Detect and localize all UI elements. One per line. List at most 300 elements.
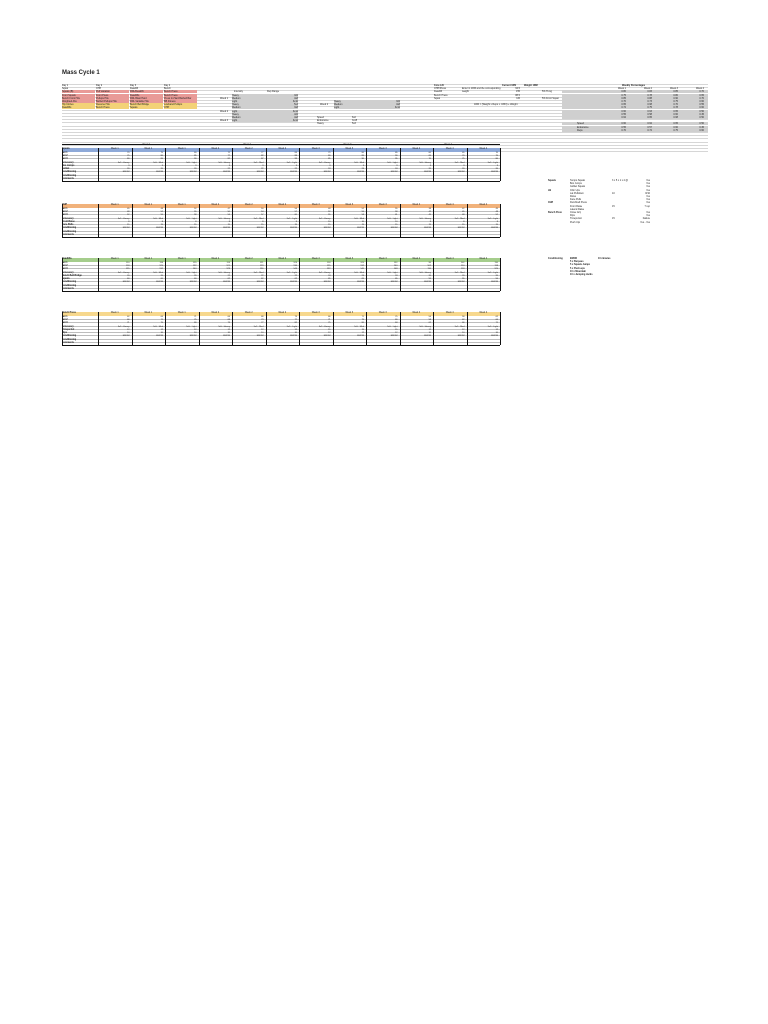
cell-value: 15 (328, 224, 331, 227)
cell-value: 55 (194, 210, 197, 213)
cell-value: 5x5 - Light (487, 217, 498, 220)
percent-value: 0.80 (621, 90, 626, 94)
cell-value: 12 (160, 328, 163, 331)
cell-value: 62 (127, 315, 130, 318)
week-column-header: Week 1 (144, 312, 153, 314)
cell-value: EMOM (122, 281, 130, 284)
plan-cell: Reverse Hits (96, 103, 129, 106)
week-column-header: Week 4 (479, 148, 488, 150)
cell-value: 10 (294, 332, 297, 335)
row-label: Set 3 (62, 322, 68, 325)
cell-value: 66 (328, 315, 331, 318)
cell-value: 12 (462, 328, 465, 331)
cell-value: 50 (227, 210, 230, 213)
week-column-header: Week 1 (144, 258, 153, 260)
cell-value: 95 (395, 158, 398, 161)
accessory-flag: Yes (646, 185, 650, 189)
cell-value: EMOM (156, 281, 163, 284)
column-divider (266, 148, 267, 181)
percent-value: 0.60 (699, 106, 704, 110)
cell-value: 5x5 - Heavy (419, 161, 431, 164)
cell-value: 5x5 - Light (387, 161, 398, 164)
percent-value: 0.58 (647, 112, 652, 116)
column-divider (500, 204, 501, 237)
lift-name: Squat (434, 96, 441, 100)
cell-value: 52 (194, 207, 197, 210)
cell-value: 48 (495, 210, 498, 213)
column-divider (199, 204, 200, 237)
column-divider (132, 148, 133, 181)
accessory-item: Lateral Raise (570, 207, 585, 211)
cell-value: 62 (462, 318, 465, 321)
cell-value: 8 (161, 220, 163, 223)
lift-1rm: 155 (516, 90, 520, 94)
plan-cell: Barbell Pullups Hits (96, 100, 129, 103)
cell-value: 58 (361, 214, 364, 217)
extra-rep: 6x2 (352, 116, 356, 119)
cell-value: 62 (495, 315, 498, 318)
cell-value: 73 (294, 315, 297, 318)
accessory-flag: 8/10 (645, 191, 650, 195)
cell-value: 132 (159, 268, 163, 271)
cell-value: EMOM (357, 227, 364, 230)
week-column-header: Week 3 (378, 258, 387, 260)
percent-value: 0.75 (647, 106, 652, 110)
plan-cell: OHP (164, 106, 197, 109)
week-column-header: Week 4 (445, 312, 454, 314)
plan-cell: BB Fitness (164, 100, 197, 103)
cell-value: 77 (227, 154, 230, 157)
cell-value: 24 (361, 168, 364, 171)
day-focus: Bench (164, 87, 171, 91)
extra-rep: 5x3 (352, 122, 356, 126)
cell-value: 20 (462, 274, 465, 277)
percent-value: 0.70 (699, 96, 704, 100)
cell-value: 80 (328, 154, 331, 157)
intensity-header: Intensity (234, 90, 243, 94)
accessory-flag: Yes (646, 188, 650, 192)
plan-cell: RDL/Deadlift (130, 90, 163, 93)
cell-value: 5x5 - Heavy (318, 217, 331, 220)
percent-value: 0.65 (699, 93, 704, 97)
cell-value: 15 (328, 328, 331, 331)
row-label: Comments (62, 342, 74, 344)
column-divider (165, 148, 166, 181)
cell-value: 75 (160, 322, 163, 325)
side-intensity: Medium (334, 103, 368, 106)
week-column-header: Week 3 (311, 148, 320, 150)
cell-value: 5x5 - Heavy (117, 271, 130, 274)
percent-extra-name: Reps (577, 128, 583, 132)
lift-name: Bench Press (434, 93, 448, 97)
cell-value: EMOM (256, 335, 264, 338)
row-line (62, 285, 500, 286)
cell-value: EMOM (189, 335, 197, 338)
percent-extra-value: 0.75 (673, 128, 678, 132)
plan-cell: Bench Press (164, 90, 197, 93)
column-divider (500, 148, 501, 181)
conditioning-item: 5 x Squats Jumps (570, 263, 591, 267)
cell-value: 12 (428, 328, 431, 331)
column-divider (62, 148, 63, 181)
cell-value: 15 (495, 224, 498, 227)
cell-value: 47 (227, 207, 230, 210)
cell-value: 10 (127, 332, 130, 335)
cell-value: 82 (261, 154, 264, 157)
cell-value: 90 (395, 154, 398, 157)
cell-value: 58 (395, 210, 398, 213)
cell-value: 5x5 - Med (153, 325, 163, 328)
cell-value: 20 (127, 274, 130, 277)
column-divider (400, 204, 401, 237)
cell-value: EMOM (491, 171, 498, 174)
cell-value: 12 (127, 328, 130, 331)
week-column-header: Week 2 (278, 258, 287, 260)
one-rm-side-note: 5% Tk kg (542, 90, 552, 94)
row-label: Comments (62, 288, 74, 290)
row-label: Set 2 (62, 318, 68, 321)
cell-value: 15 (194, 224, 197, 227)
cell-value: 45 (127, 207, 130, 210)
column-divider (199, 258, 200, 291)
spreadsheet-page (62, 62, 708, 372)
cell-value: 110 (126, 261, 130, 264)
cell-value: 5x5 - Light (186, 161, 197, 164)
plan-cell: Front Squats (62, 94, 95, 97)
cell-value: 52 (328, 210, 331, 213)
week-column-header: Week 3 (311, 204, 320, 206)
cell-value: 3 (329, 164, 331, 167)
column-divider (366, 204, 367, 237)
plan-cell: Squats (B) (62, 90, 95, 93)
cell-value: 70 (462, 154, 465, 157)
row-label: Conditioning (62, 284, 77, 287)
intensity-cell: Medium (232, 116, 266, 119)
cell-value: 48 (462, 214, 465, 217)
cell-value: 10 (227, 332, 230, 335)
cell-value: 110 (494, 261, 498, 264)
week-column-header: Week 4 (445, 148, 454, 150)
percent-value: 0.60 (621, 109, 626, 113)
row-label: Set 2 (62, 154, 68, 157)
cell-value: 129 (293, 261, 297, 264)
intensity-cell: Medium (232, 106, 266, 109)
cell-value: EMOM (424, 171, 431, 174)
cell-value: 118 (327, 261, 331, 264)
cell-value: 118 (494, 264, 498, 267)
extra-intensity: Endurance (317, 119, 329, 123)
accessory-item: Triceps Ext (570, 217, 582, 221)
percent-extra-value: 0.62 (647, 122, 652, 126)
cell-value: 5x5 - Med (454, 325, 465, 328)
cell-value: EMOM (189, 281, 197, 284)
plan-cell: Press In-Hard Barbell Bar (164, 97, 197, 100)
cell-value: EMOM (491, 335, 498, 338)
cell-value: 3 (128, 164, 130, 167)
cell-value: 5x5 - Light (487, 271, 498, 274)
plan-cell: Weighted Abs (62, 100, 95, 103)
cell-value: 66 (462, 322, 465, 325)
cell-value: 5x5 - Med (153, 161, 163, 164)
cell-value: 65 (428, 154, 431, 157)
cell-value: 82 (227, 158, 230, 161)
row-label: Comments (62, 178, 74, 180)
plan-cell: Bench Press (164, 94, 197, 97)
cell-value: 58 (194, 214, 197, 217)
cell-value: 3 (396, 164, 398, 167)
cell-value: 90 (194, 158, 197, 161)
rep-cell: 4x8 (266, 116, 298, 119)
intensity-cell: Medium (232, 97, 266, 100)
cell-value: 12 (227, 328, 230, 331)
week-column-header: Week 2 (211, 312, 220, 314)
cell-value: 5x5 - Heavy (218, 217, 230, 220)
cell-value: EMOM (256, 171, 264, 174)
cell-value: 62 (428, 322, 431, 325)
cell-value: 85 (194, 154, 197, 157)
cell-value: 5x5 - Heavy (117, 161, 130, 164)
plan-cell: Deadlifts (62, 106, 95, 109)
cell-value: 15 (294, 224, 297, 227)
cell-value: 84 (395, 322, 398, 325)
cell-value: 5x5 - Heavy (218, 325, 230, 328)
percent-value: 0.60 (673, 112, 678, 116)
cell-value: 125 (125, 268, 130, 271)
week-column-header: Week 1 (177, 258, 186, 260)
day-label: Day 3 (130, 84, 137, 87)
weight-1rm-header: Weight 1RM (524, 84, 538, 87)
accessory-item: Face Pulls (570, 198, 582, 202)
rep-cell: 3x12 (266, 119, 298, 122)
cell-value: 75 (328, 322, 331, 325)
cell-value: EMOM (323, 227, 331, 230)
row-label: Conditioning (62, 227, 77, 230)
cell-value: EMOM (357, 171, 364, 174)
cell-value: 85 (328, 158, 331, 161)
cell-value: 66 (495, 318, 498, 321)
cell-value: 71 (361, 315, 364, 318)
accessory-item: Goblet Squats (570, 185, 586, 189)
one-rm-side-note: 5% Front Squat (542, 96, 559, 100)
plan-cell: Squats (130, 106, 163, 109)
plan-cell: RDL Blast Hard (130, 97, 163, 100)
percent-extra-value: 0.55 (621, 125, 626, 129)
percent-extra-value: 0.70 (621, 128, 626, 132)
plan-cell: Bench Front Hits (62, 97, 95, 100)
cell-value: 3 (496, 164, 498, 167)
percent-value: 0.88 (647, 96, 652, 100)
cell-value: 22 (261, 274, 264, 277)
cell-value: 53 (428, 315, 431, 318)
cell-value: EMOM (457, 171, 465, 174)
column-divider (165, 258, 166, 291)
week-column-header: Week 4 (445, 258, 454, 260)
cell-value: 132 (326, 268, 331, 271)
cell-value: 144 (293, 268, 297, 271)
percent-value: 0.63 (647, 109, 652, 113)
cell-value: 3 (295, 164, 297, 167)
cell-value: 5x5 - Med (454, 161, 465, 164)
cell-value: 57 (261, 214, 264, 217)
week-column-header: Week 4 (412, 148, 421, 150)
cell-value: EMOM (424, 227, 431, 230)
row-label: Conditioning (62, 338, 77, 341)
cell-value: 5x5 - Heavy (419, 325, 431, 328)
cell-value: 12 (328, 332, 331, 335)
cell-value: 12 (194, 328, 197, 331)
plan-cell: Hip Circles (62, 103, 95, 106)
day-focus: Squat (62, 87, 69, 91)
cell-value: 75 (462, 158, 465, 161)
percent-value: 0.65 (647, 116, 652, 119)
conditioning-item: 10 x Mountain (570, 269, 586, 273)
cell-value: 5x5 - Med (253, 217, 264, 220)
row-label: Box Jumps (62, 164, 75, 167)
cell-value: 55 (328, 214, 331, 217)
cell-value: 68 (227, 318, 230, 321)
cell-value: 5x5 - Heavy (318, 325, 331, 328)
row-label: Squats (62, 278, 70, 281)
cell-value: 5x5 - Heavy (318, 271, 331, 274)
week-column-header: Week 4 (412, 258, 421, 260)
row-label: Set 3 (62, 268, 68, 271)
accessory-flag: Yes (646, 214, 650, 218)
column-divider (333, 204, 334, 237)
row-label: Conditioning (62, 230, 77, 233)
cell-value: 80 (194, 151, 197, 154)
cell-value: 20 (428, 274, 431, 277)
column-divider (266, 312, 267, 345)
cell-value: 5x5 - Med (354, 325, 364, 328)
cell-value: 132 (393, 261, 398, 264)
percent-extra-value: 0.60 (673, 125, 678, 129)
cell-value: 65 (361, 278, 364, 281)
percent-value: 0.80 (673, 93, 678, 97)
cell-value: 118 (461, 268, 465, 271)
column-divider (366, 258, 367, 291)
row-label: Set 1 (62, 261, 68, 264)
cell-value: 85 (395, 151, 398, 154)
cell-value: 5x5 - Heavy (218, 271, 230, 274)
cell-value: 85 (160, 158, 163, 161)
cell-value: 20 (194, 274, 197, 277)
cell-value: 87 (261, 158, 264, 161)
column-divider (132, 312, 133, 345)
day-focus: OHP (96, 87, 102, 91)
accessory-item: Close Grip (570, 211, 582, 214)
percent-value: 0.55 (621, 112, 626, 116)
cell-value: 55 (428, 278, 431, 281)
accessory-group: Hit (548, 188, 552, 192)
cell-value: 22 (261, 168, 264, 171)
side-rep: 3x5 (368, 100, 400, 103)
week-label: Week 3 (220, 119, 229, 123)
accessory-item: Rows (570, 195, 576, 198)
column-divider (232, 204, 233, 237)
rep-cell: 3x8 (266, 106, 298, 109)
row-label: Goblet (62, 168, 70, 171)
percent-value: 0.55 (699, 103, 704, 107)
column-divider (165, 204, 166, 237)
cell-value: 140 (393, 264, 398, 267)
cell-value: 82 (294, 322, 297, 325)
percent-value: 0.75 (621, 93, 626, 97)
grid-line (62, 84, 708, 85)
cell-value: 72 (227, 151, 230, 154)
one-rm-note: Enter in 1RM and the corresponding weight (462, 87, 501, 94)
accessory-flag: Yes - Yes (640, 220, 650, 224)
rep-cell: 3x12 (266, 110, 298, 113)
column-divider (400, 148, 401, 181)
column-divider (98, 148, 99, 181)
cell-value: 8 (295, 220, 297, 223)
cell-value: 15 (428, 224, 431, 227)
cell-value: EMOM (457, 227, 465, 230)
column-divider (433, 204, 434, 237)
week-column-header: Week 4 (445, 204, 454, 206)
cell-value: 5x5 - Med (454, 217, 465, 220)
table-top-border (62, 144, 500, 145)
cell-value: 5x5 - Med (454, 271, 465, 274)
percent-value: 0.83 (647, 90, 652, 94)
percent-extra-value: 0.50 (699, 122, 704, 126)
week-column-header: Week 1 (177, 204, 186, 206)
cell-value: 75 (328, 151, 331, 154)
intensity-cell: Light (232, 119, 266, 122)
percent-value: 0.60 (699, 100, 704, 103)
row-label: Accessory (62, 217, 74, 220)
conditioning-item: 10 x Jumping Jacks (570, 273, 593, 276)
percent-value: 0.68 (673, 116, 678, 119)
percent-value: 0.85 (621, 96, 626, 100)
cell-value: 140 (192, 268, 197, 271)
cell-value: 55 (361, 210, 364, 213)
percent-extra-name: Endurance (577, 125, 589, 129)
cell-value: 15 (227, 224, 230, 227)
cell-value: 15 (127, 224, 130, 227)
column-divider (500, 312, 501, 345)
week-column-header: Week 3 (345, 148, 354, 150)
cell-value: 5x5 - Light (286, 217, 297, 220)
intensity-cell: Light (232, 100, 266, 103)
cell-value: 48 (160, 207, 163, 210)
cell-value: 129 (226, 268, 230, 271)
week-column-header: Week 3 (378, 312, 387, 314)
cell-value: 80 (127, 158, 130, 161)
cell-value: 132 (192, 264, 197, 267)
row-line (62, 342, 500, 343)
cell-value: 20 (160, 274, 163, 277)
cell-value: EMOM (390, 171, 398, 174)
cell-value: 136 (259, 268, 264, 271)
block-bottom-border (62, 291, 500, 292)
intensity-cell: Light (232, 110, 266, 113)
cell-value: EMOM (156, 227, 163, 230)
accessory-item: Tempo Squats (570, 179, 586, 182)
cell-value: 125 (494, 268, 498, 271)
week-column-header: Week 4 (412, 312, 421, 314)
row-label: Conditioning (62, 174, 77, 177)
cell-value: 125 (360, 261, 364, 264)
cell-value: 5x5 - Light (186, 217, 197, 220)
row-label: Set 1 (62, 207, 68, 210)
cell-value: 54 (294, 207, 297, 210)
conditioning-item: 5 x Burpees (570, 260, 584, 264)
cell-value: 20 (127, 168, 130, 171)
cell-value: 15 (361, 328, 364, 331)
cell-value: 22 (294, 168, 297, 171)
cell-value: 12 (395, 332, 398, 335)
